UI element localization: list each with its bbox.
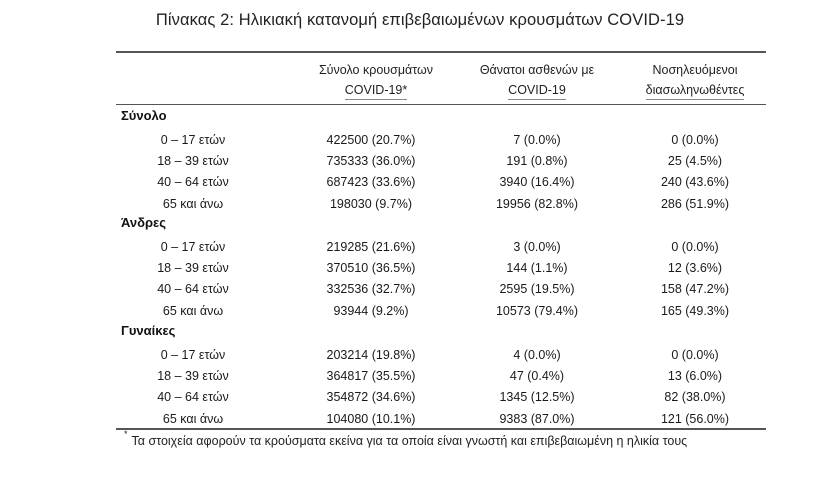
age-cell: 65 και άνω — [162, 196, 224, 211]
age-cell: 18 – 39 ετών — [157, 154, 229, 169]
section-label: Σύνολο — [121, 108, 167, 123]
table-top-rule — [116, 51, 766, 53]
age-cell: 0 – 17 ετών — [160, 348, 226, 362]
cases-cell: 198030 (9.7%) — [329, 196, 412, 211]
deaths-cell: 7 (0.0%) — [513, 133, 561, 147]
cases-cell: 203214 (19.8%) — [326, 348, 416, 362]
cases-cell: 370510 (36.5%) — [326, 261, 416, 276]
section-label: Άνδρες — [121, 215, 166, 230]
header-intubated-line1: Νοσηλευόμενοι — [652, 63, 738, 77]
footnote-text: Τα στοιχεία αφορούν τα κρούσματα εκείνα για τα οποία είναι γνωστή και επιβεβαιωμένη η ηλικία τους — [131, 434, 688, 449]
intubated-cell: 0 (0.0%) — [671, 133, 719, 147]
table-row — [0, 172, 840, 192]
deaths-cell: 10573 (79.4%) — [495, 303, 578, 318]
deaths-cell: 144 (1.1%) — [506, 261, 568, 276]
intubated-cell: 82 (38.0%) — [664, 390, 726, 405]
header-intubated — [620, 60, 770, 100]
age-cell: 65 και άνω — [162, 411, 224, 426]
intubated-cell: 121 (56.0%) — [660, 411, 730, 426]
intubated-cell: 158 (47.2%) — [660, 282, 730, 297]
intubated-cell: 240 (43.6%) — [660, 175, 730, 190]
table-row — [0, 151, 840, 171]
table-row — [0, 258, 840, 278]
table-row — [0, 366, 840, 386]
table-row — [0, 237, 840, 257]
age-cell: 65 και άνω — [162, 303, 224, 318]
intubated-cell: 0 (0.0%) — [671, 240, 719, 254]
intubated-cell: 25 (4.5%) — [667, 154, 723, 169]
deaths-cell: 47 (0.4%) — [509, 369, 565, 384]
table-row — [0, 194, 840, 214]
table-row — [0, 387, 840, 407]
deaths-cell: 191 (0.8%) — [506, 154, 568, 169]
cases-cell: 364817 (35.5%) — [326, 369, 416, 384]
table-row — [0, 279, 840, 299]
cases-cell: 354872 (34.6%) — [326, 390, 416, 405]
header-deaths-line1: Θάνατοι ασθενών με — [479, 63, 595, 77]
cases-cell: 422500 (20.7%) — [326, 133, 416, 147]
header-deaths — [462, 60, 612, 100]
deaths-cell: 1345 (12.5%) — [499, 390, 575, 405]
cases-cell: 687423 (33.6%) — [326, 175, 416, 190]
age-cell: 18 – 39 ετών — [157, 261, 229, 276]
intubated-cell: 0 (0.0%) — [671, 348, 719, 362]
table-bottom-rule — [116, 428, 766, 430]
intubated-cell: 12 (3.6%) — [667, 261, 723, 276]
header-intubated-line2: διασωληνωθέντες — [646, 82, 745, 100]
footnote-mark: * — [124, 429, 128, 439]
age-cell: 40 – 64 ετών — [157, 175, 229, 190]
table-row — [0, 301, 840, 321]
deaths-cell: 3940 (16.4%) — [499, 175, 575, 190]
age-cell: 0 – 17 ετών — [160, 240, 226, 254]
header-rule — [116, 104, 766, 105]
deaths-cell: 19956 (82.8%) — [495, 196, 578, 211]
deaths-cell: 9383 (87.0%) — [499, 411, 575, 426]
header-total-cases-line2: COVID-19* — [345, 82, 408, 100]
cases-cell: 735333 (36.0%) — [326, 154, 416, 169]
deaths-cell: 4 (0.0%) — [513, 348, 561, 362]
cases-cell: 104080 (10.1%) — [326, 411, 416, 426]
header-deaths-line2: COVID-19 — [508, 82, 566, 100]
deaths-cell: 2595 (19.5%) — [499, 282, 575, 297]
header-total-cases — [296, 60, 456, 100]
cases-cell: 93944 (9.2%) — [333, 303, 409, 318]
section-label: Γυναίκες — [121, 323, 176, 338]
intubated-cell: 286 (51.9%) — [660, 196, 730, 211]
table-row — [0, 130, 840, 150]
table-row — [0, 345, 840, 365]
age-cell: 18 – 39 ετών — [157, 369, 229, 384]
age-cell: 0 – 17 ετών — [160, 133, 226, 147]
table-row — [0, 409, 840, 429]
age-cell: 40 – 64 ετών — [157, 282, 229, 297]
age-cell: 40 – 64 ετών — [157, 390, 229, 405]
footnote — [124, 429, 688, 449]
table-title: Πίνακας 2: Ηλικιακή κατανομή επιβεβαιωμένων κρουσμάτων COVID-19 — [155, 11, 685, 29]
cases-cell: 219285 (21.6%) — [326, 240, 416, 254]
deaths-cell: 3 (0.0%) — [513, 240, 561, 254]
intubated-cell: 165 (49.3%) — [660, 303, 730, 318]
header-total-cases-line1: Σύνολο κρουσμάτων — [318, 63, 434, 77]
cases-cell: 332536 (32.7%) — [326, 282, 416, 297]
intubated-cell: 13 (6.0%) — [667, 369, 723, 384]
